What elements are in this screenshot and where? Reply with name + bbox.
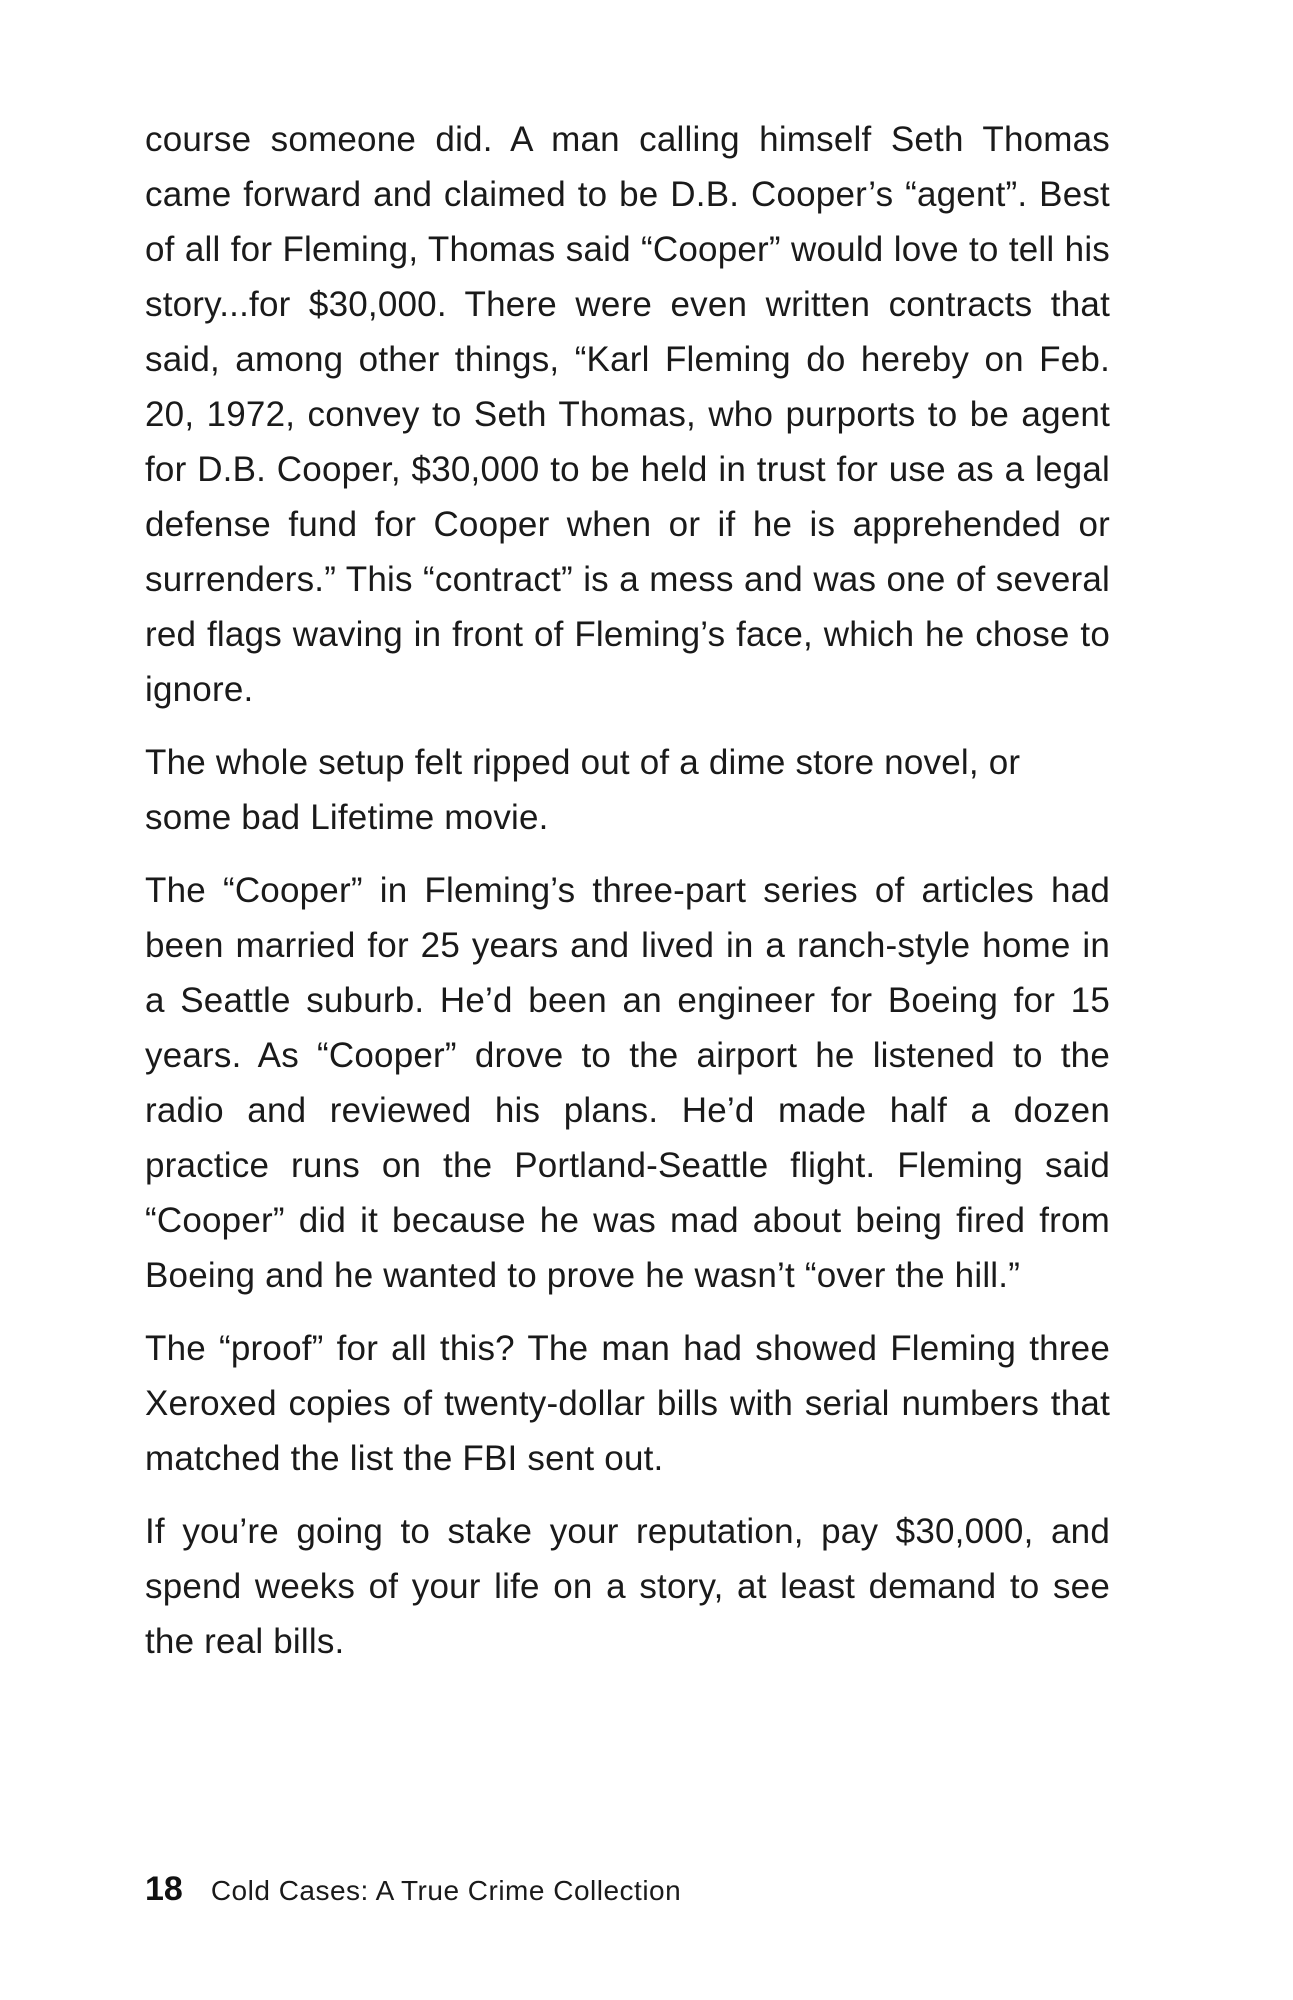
- paragraph-3: The “Cooper” in Fleming’s three-part series of articles had been married for 25 years and lived in a ranch-style home in a Seattle suburb. He’d been an engineer for Boeing for 15 years. As “Cooper” drove to the airport he listened to the radio and reviewed his plans. He’d made half a dozen practice runs on the Portland-Seattle flight. Fleming said “Cooper” did it because he was mad about being fired from Boeing and he wanted to prove he wasn’t “over the hill.”: [145, 871, 1110, 1295]
- running-title: Cold Cases: A True Crime Collection: [210, 1875, 682, 1906]
- page-footer: [145, 1870, 681, 1910]
- paragraph-4: The “proof” for all this? The man had showed Fleming three Xeroxed copies of twenty-dollar bills with serial numbers that matched the list the FBI sent out.: [145, 1329, 1110, 1478]
- paragraph-2: The whole setup felt ripped out of a dime store novel, or some bad Lifetime movie.: [145, 743, 1021, 837]
- page-number: 18: [145, 1870, 183, 1908]
- paragraph-1: course someone did. A man calling himself Seth Thomas came forward and claimed to be D.B. Cooper’s “agent”. Best of all for Fleming, Thomas said “Cooper” would love to tell his story...for $30,000. There were even written contracts that said, among other things, “Karl Fleming do hereby on Feb. 20, 1972, convey to Seth Thomas, who purports to be agent for D.B. Cooper, $30,000 to be held in trust for use as a legal defense fund for Cooper when or if he is apprehended or surrenders.” This “contract” is a mess and was one of several red flags waving in front of Fleming’s face, which he chose to ignore.: [145, 120, 1110, 709]
- page-body: [145, 112, 1110, 1687]
- paragraph-5: If you’re going to stake your reputation, pay $30,000, and spend weeks of your life on a story, at least demand to see the real bills.: [145, 1512, 1110, 1661]
